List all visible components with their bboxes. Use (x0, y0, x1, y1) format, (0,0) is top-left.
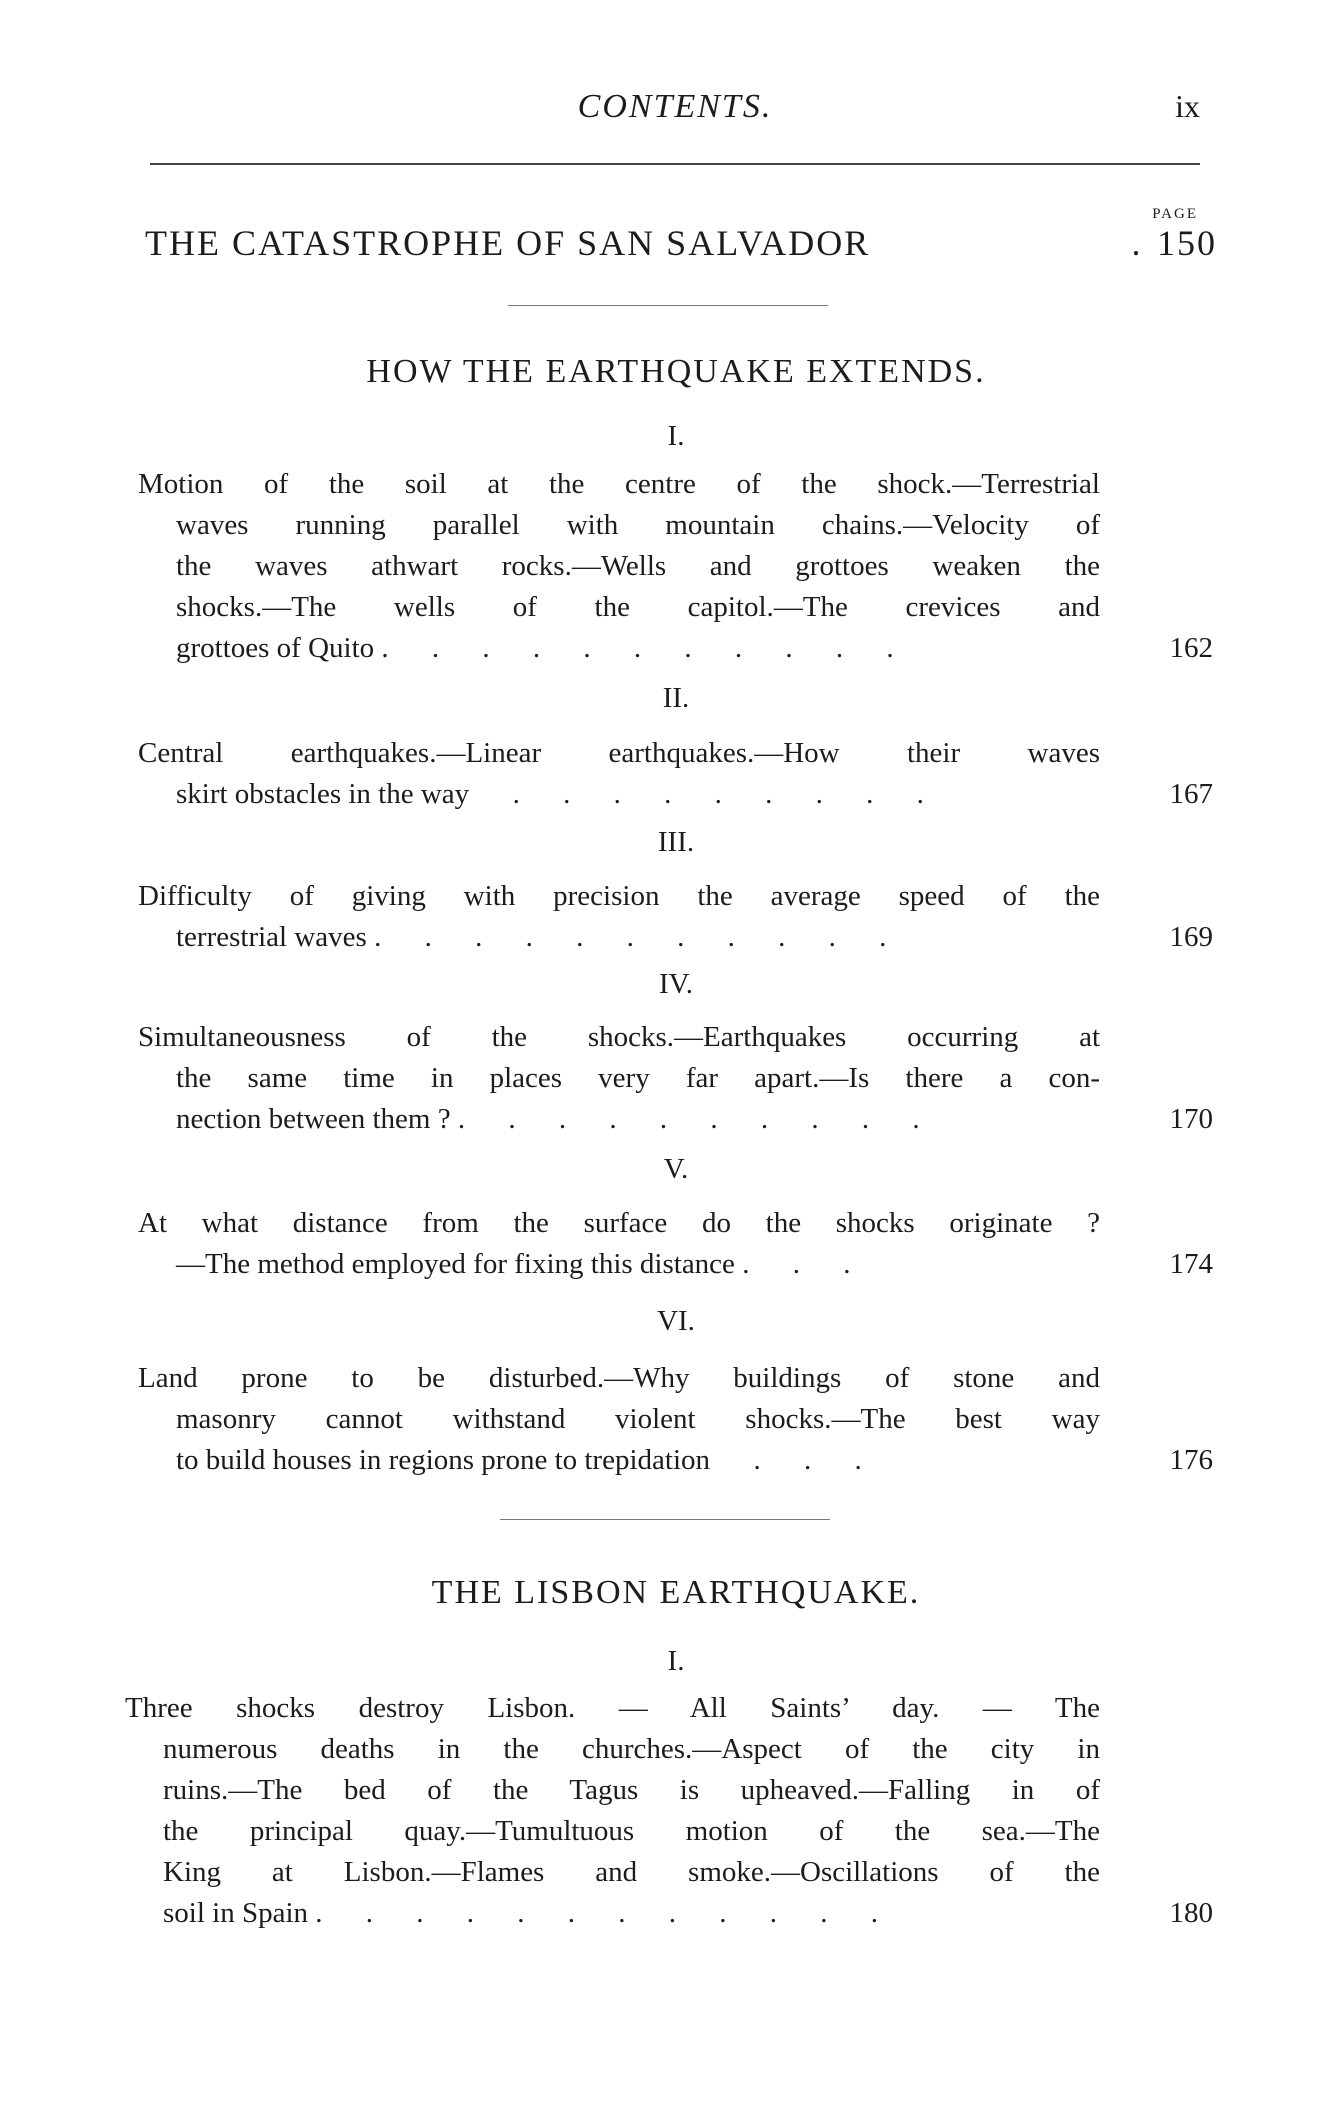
entry-line: Land prone to be disturbed.—Why buildings of stone and (138, 1362, 1100, 1394)
entry-line: to build houses in regions prone to trepidation . . . (176, 1444, 880, 1476)
toc-entry (138, 464, 1213, 669)
toc-entry (125, 1688, 1213, 1934)
entry-line: masonry cannot withstand violent shocks.—The best way (176, 1403, 1100, 1435)
toc-entry (138, 733, 1213, 815)
entry-line: the same time in places very far apart.—Is there a con- (176, 1062, 1100, 1094)
leader-dot: . (1131, 223, 1143, 263)
page-number: 170 (1169, 1103, 1213, 1135)
dot-leader: . . . . . . . . . . (457, 1103, 938, 1135)
entry-line: Simultaneousness of the shocks.—Earthquakes occurring at (138, 1021, 1100, 1053)
entry-line: Motion of the soil at the centre of the shock.—Terrestrial (138, 468, 1100, 500)
page-number: 174 (1169, 1248, 1213, 1280)
entry-line: King at Lisbon.—Flames and smoke.—Oscillations of the (163, 1856, 1100, 1888)
entry-line: shocks.—The wells of the capitol.—The crevices and (176, 591, 1100, 623)
section-numeral: VI. (657, 1305, 695, 1337)
section-divider (500, 1519, 830, 1520)
section-numeral: I. (667, 420, 685, 452)
entry-line: —The method employed for fixing this distance . . . (176, 1248, 869, 1280)
entry-line: nection between them ? . . . . . . . . . . (176, 1103, 938, 1135)
toc-entry (138, 876, 1213, 958)
page-number: 162 (1169, 632, 1213, 664)
header-rule (150, 163, 1200, 165)
chapter-entry-san-salvador (145, 222, 1217, 264)
dot-leader: . . . . . . . . . . . (374, 921, 905, 953)
toc-entry (138, 1017, 1213, 1140)
entry-line: ruins.—The bed of the Tagus is upheaved.—Falling in of (163, 1774, 1100, 1806)
page-column-label: PAGE (1152, 206, 1198, 222)
page-number: 169 (1169, 921, 1213, 953)
page-folio: ix (1175, 88, 1200, 124)
page-number: 167 (1169, 778, 1213, 810)
dot-leader: . . . . . . . . . . . (381, 632, 912, 664)
entry-line: At what distance from the surface do the shocks originate ? (138, 1207, 1100, 1239)
toc-entry (138, 1203, 1213, 1285)
entry-line: Three shocks destroy Lisbon. — All Saints’ day. — The (125, 1692, 1100, 1724)
section-divider (508, 305, 828, 306)
running-title: CONTENTS. (577, 88, 773, 125)
dot-leader: . . . . . . . . . . . . (315, 1897, 897, 1929)
entry-line: waves running parallel with mountain chains.—Velocity of (176, 509, 1100, 541)
toc-entry (138, 1358, 1213, 1481)
entry-line: grottoes of Quito . . . . . . . . . . . (176, 632, 912, 664)
entry-line: Difficulty of giving with precision the average speed of the (138, 880, 1100, 912)
section-numeral: V. (663, 1153, 689, 1185)
page-number: 180 (1169, 1897, 1213, 1929)
dot-leader: . . . . . . . . . (512, 778, 942, 810)
entry-line: soil in Spain . . . . . . . . . . . . (163, 1897, 897, 1929)
chapter-heading-lisbon-earthquake: THE LISBON EARTHQUAKE. (431, 1574, 921, 1611)
entry-line: terrestrial waves . . . . . . . . . . . (176, 921, 905, 953)
dot-leader: . . . (742, 1248, 869, 1280)
entry-line: the principal quay.—Tumultuous motion of the sea.—The (163, 1815, 1100, 1847)
section-numeral: III. (657, 826, 695, 858)
entry-line: Central earthquakes.—Linear earthquakes.—How their waves (138, 737, 1100, 769)
entry-line: skirt obstacles in the way . . . . . . . . . (176, 778, 942, 810)
entry-line: the waves athwart rocks.—Wells and grottoes weaken the (176, 550, 1100, 582)
chapter-heading-earthquake-extends: HOW THE EARTHQUAKE EXTENDS. (366, 353, 986, 390)
page-number: 150 (1157, 223, 1217, 263)
running-head (150, 88, 1200, 138)
dot-leader: . . . (753, 1444, 880, 1476)
section-numeral: II. (662, 682, 690, 714)
section-numeral: IV. (658, 968, 694, 1000)
entry-line: numerous deaths in the churches.—Aspect of the city in (163, 1733, 1100, 1765)
section-numeral: I. (667, 1645, 685, 1677)
page-number: 176 (1169, 1444, 1213, 1476)
chapter-title: THE CATASTROPHE OF SAN SALVADOR (145, 223, 871, 263)
